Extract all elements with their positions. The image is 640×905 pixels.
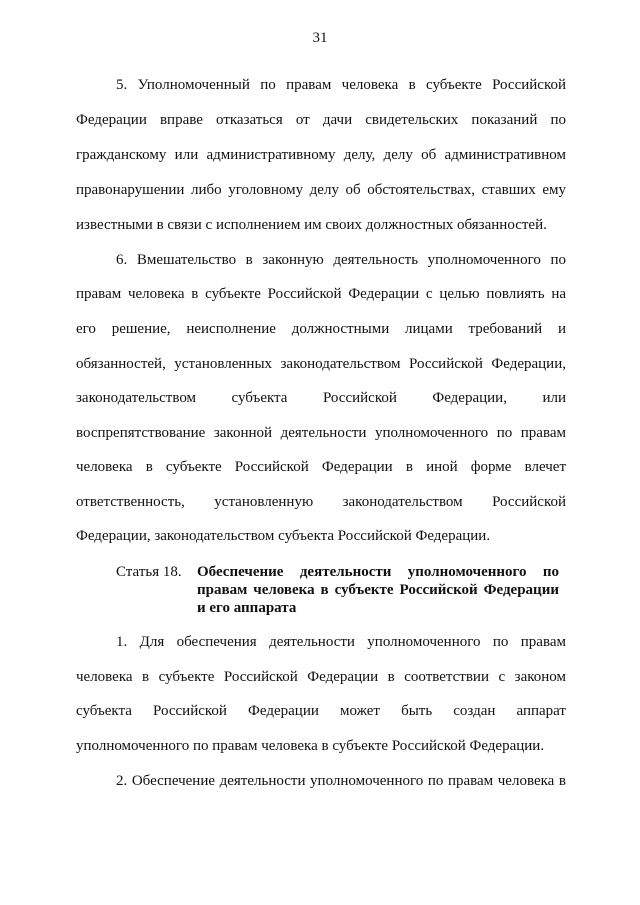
text-line: субъекта Российской Федерации может быть создан аппарат [76, 703, 566, 719]
text-line: правам человека в субъекте Российской Федерации с целью повлиять на [76, 286, 566, 302]
page-number: 31 [312, 30, 328, 46]
text-line: воспрепятствование законной деятельности уполномоченного по правам [76, 425, 566, 441]
text-line: ответственность, установленную законодательством Российской [76, 494, 566, 510]
text-line: человека в субъекте Российской Федерации в иной форме влечет [76, 459, 566, 475]
text-line: 2. Обеспечение деятельности уполномоченного по правам человека в [116, 773, 566, 789]
text-line: человека в субъекте Российской Федерации в соответствии с законом [76, 669, 566, 685]
text-line: известными в связи с исполнением им своих должностных обязанностей. [76, 217, 547, 233]
text-line: Федерации вправе отказаться от дачи свидетельских показаний по [76, 112, 566, 128]
text-line: правонарушении либо уголовному делу об обстоятельствах, ставших ему [76, 182, 566, 198]
text-line: обязанностей, установленных законодательством Российской Федерации, [76, 356, 566, 372]
text-line: законодательством субъекта Российской Федерации, или [76, 390, 566, 406]
article-title-line: правам человека в субъекте Российской Федерации [197, 582, 559, 598]
text-line: 5. Уполномоченный по правам человека в субъекте Российской [116, 77, 566, 93]
text-line: 1. Для обеспечения деятельности уполномоченного по правам [116, 634, 566, 650]
article-label: Статья 18. [116, 564, 182, 580]
text-line: его решение, неисполнение должностными лицами требований и [76, 321, 566, 337]
text-line: Федерации, законодательством субъекта Российской Федерации. [76, 528, 491, 544]
article-title-line: Обеспечение деятельности уполномоченного по [197, 564, 559, 580]
text-line: гражданскому или административному делу, делу об административном [76, 147, 566, 163]
article-title-line: и его аппарата [197, 600, 297, 616]
text-line: уполномоченного по правам человека в субъекте Российской Федерации. [76, 738, 545, 754]
text-line: 6. Вмешательство в законную деятельность уполномоченного по [116, 252, 566, 268]
